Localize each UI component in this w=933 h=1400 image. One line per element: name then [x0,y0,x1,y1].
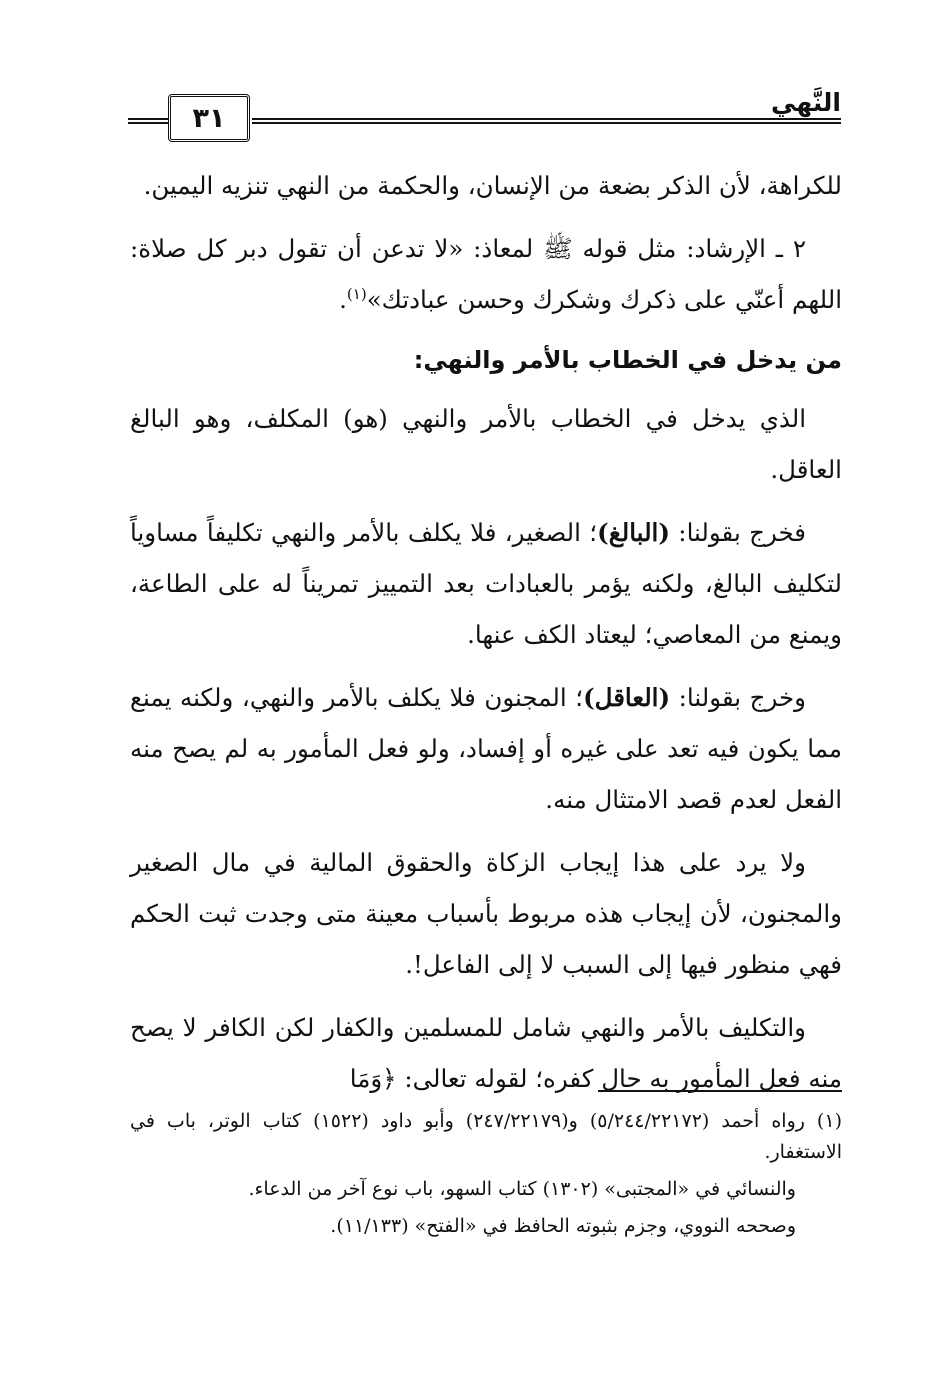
paragraph-1: للكراهة، لأن الذكر بضعة من الإنسان، والحكمة من النهي تنزيه اليمين. [143,171,842,200]
paragraph-5 [130,672,842,825]
section-heading: من يدخل في الخطاب بالأمر والنهي: [413,346,842,374]
term-aqil: (العاقل) [583,683,671,712]
page-number: ٣١ [192,102,226,134]
paragraph-2-end: . [339,285,347,314]
footnote-separator [598,1090,842,1092]
page-number-badge [168,94,250,142]
footnotes [130,1106,842,1248]
paragraph-2 [130,223,842,325]
term-baligh: (البالغ) [597,518,670,547]
footnote-1-continued-a: والنسائي في «المجتبى» (١٣٠٢) كتاب السهو، باب نوع آخر من الدعاء. [248,1178,796,1200]
paragraph-4-start: فخرج بقولنا: [669,518,806,547]
paragraph-4-rest: ؛ الصغير، فلا يكلف بالأمر والنهي تكليفاً مساوياً لتكليف البالغ، ولكنه يؤمر بالعبادات بعد التمييز تمريناً له على الطاعة، ويمنع من المعاصي؛ ليعتاد الكف عنها. [130,518,842,649]
paragraph-2-text: ٢ ـ الإرشاد: مثل قوله ﷺ لمعاذ: «لا تدعن أن تقول دبر كل صلاة: اللهم أعنّي على ذكرك وشكرك وحسن عبادتك» [130,234,842,314]
paragraph-6: ولا يرد على هذا إيجاب الزكاة والحقوق المالية في مال الصغير والمجنون، لأن إيجاب هذه مربوط بأسباب معينة متى وجدت ثبت الحكم فهي منظور فيها إلى السبب لا إلى الفاعل!. [130,848,842,979]
main-text [130,160,842,1116]
paragraph-4 [130,507,842,660]
footnote-ref-1[interactable]: (١) [346,284,367,303]
header-rule-left [128,118,168,124]
paragraph-5-start: وخرج بقولنا: [670,683,806,712]
paragraph-3: الذي يدخل في الخطاب بالأمر والنهي (هو) المكلف، وهو البالغ العاقل. [130,404,842,484]
chapter-title: النَّهي [771,88,841,117]
page-header [128,86,841,142]
header-rule-right [252,118,841,124]
paragraph-7: والتكليف بالأمر والنهي شامل للمسلمين والكفار لكن الكافر لا يصح منه فعل المأمور به حال كفره؛ لقوله تعالى: ﴿وَمَا [130,1013,842,1093]
footnote-1: (١) رواه أحمد (٥/٢٤٤/٢٢١٧٢) و(٢٤٧/٢٢١٧٩) وأبو داود (١٥٢٢) كتاب الوتر، باب في الاستغفار. [130,1110,842,1163]
footnote-1-continued-b: وصححه النووي، وجزم بثبوته الحافظ في «الفتح» (١١/١٣٣). [330,1215,796,1237]
paragraph-5-rest: ؛ المجنون فلا يكلف بالأمر والنهي، ولكنه يمنع مما يكون فيه تعد على غيره أو إفساد، ولو فعل المأمور به لم يصح منه الفعل لعدم قصد الامتثال منه. [130,683,842,814]
